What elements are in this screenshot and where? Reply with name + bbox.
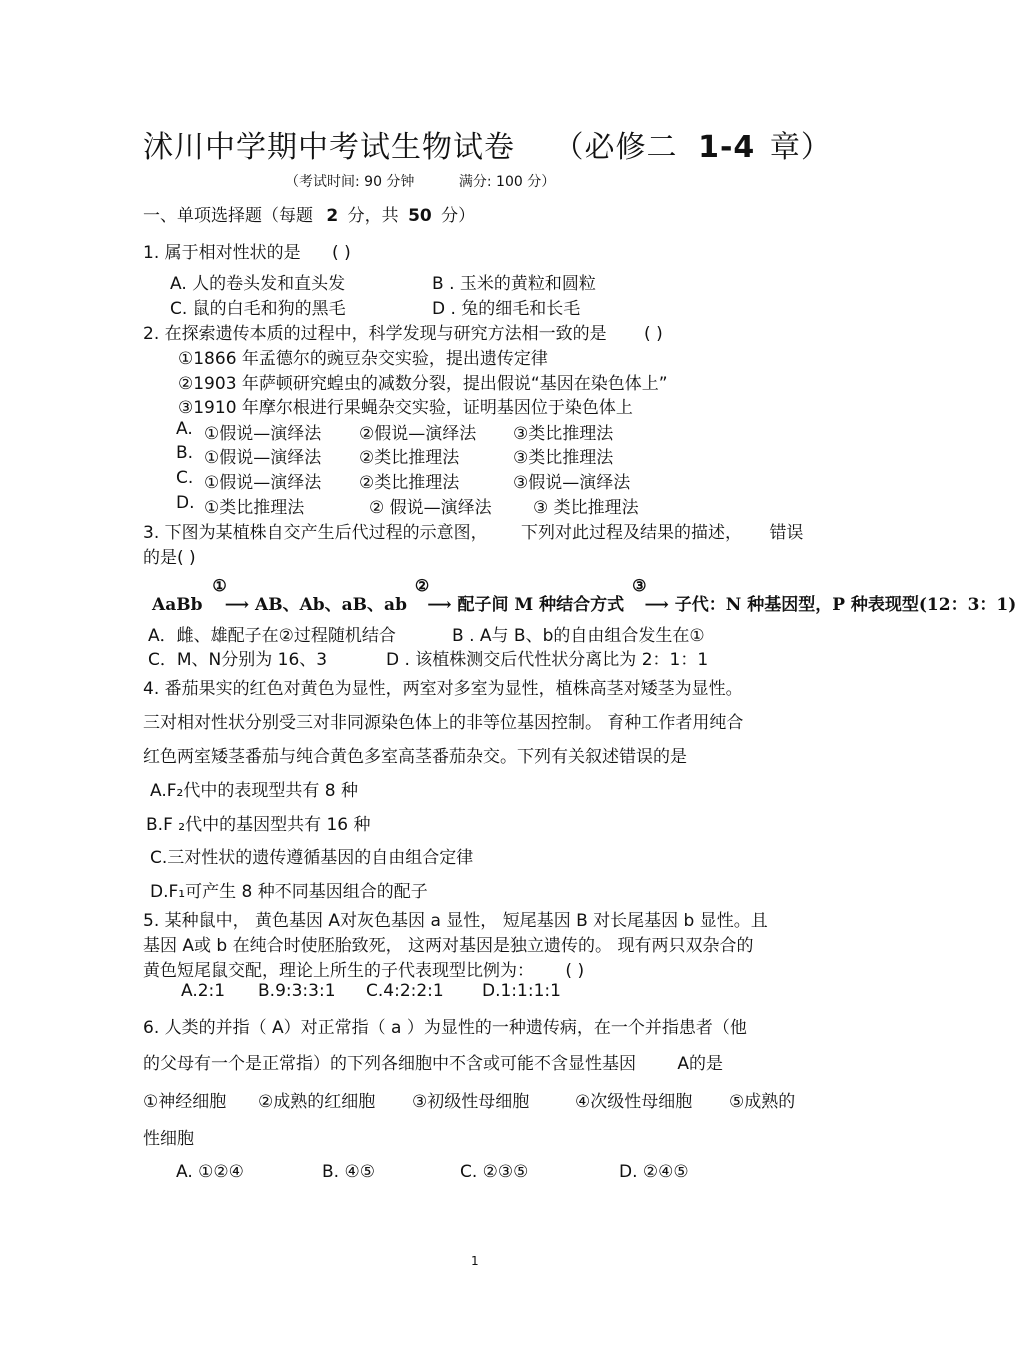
q2-c-label: C. bbox=[176, 468, 194, 488]
q5-line-2: 基因 A或 b 在纯合时使胚胎致死， 这两对基因是独立遗传的。 现有两只双杂合的 bbox=[143, 936, 754, 956]
q6-line-2-text: 的父母有一个是正常指）的下列各细胞中不含或可能不含显性基因 bbox=[143, 1054, 636, 1074]
q2-d-2: ② 假说—演绎法 bbox=[369, 498, 492, 518]
q4-line-3: 红色两室矮茎番茄与纯合黄色多室高茎番茄杂交。下列有关叙述错误的是 bbox=[143, 747, 687, 767]
q2-option-b bbox=[176, 443, 614, 468]
section-total: 50 bbox=[408, 206, 432, 226]
question-1-stem bbox=[143, 238, 351, 263]
q6-option-a: A. ①②④ bbox=[176, 1162, 244, 1182]
q2-a-2: ②假说—演绎法 bbox=[359, 424, 477, 444]
q2-a-3: ③类比推理法 bbox=[513, 424, 614, 444]
q4-option-d: D.F₁可产生 8 种不同基因组合的配子 bbox=[150, 882, 428, 902]
q3-stem-a: 3. 下图为某植株自交产生后代过程的示意图， bbox=[143, 523, 488, 543]
q1-option-a: A. 人的卷头发和直头发 bbox=[170, 274, 346, 294]
diagram-combinations: 配子间 M 种结合方式 bbox=[457, 595, 625, 615]
exam-time: （考试时间: 90 分钟 bbox=[285, 174, 415, 190]
q6-option-b: B. ④⑤ bbox=[322, 1162, 375, 1182]
title-range: 1-4 bbox=[698, 130, 756, 165]
q2-d-label: D. bbox=[176, 493, 195, 513]
q5-option-c: C.4:2:2:1 bbox=[366, 981, 444, 1001]
q3-option-b: B . A与 B、b的自由组合发生在① bbox=[452, 626, 705, 646]
q5-line-3-text: 黄色短尾鼠交配，理论上所生的子代表现型比例为： bbox=[143, 961, 534, 981]
q4-line-1: 4. 番茄果实的红色对黄色为显性，两室对多室为显性，植株高茎对矮茎为显性。 bbox=[143, 679, 743, 699]
q2-c-3: ③假说—演绎法 bbox=[513, 473, 631, 493]
q5-answer-blank: ( ) bbox=[565, 961, 585, 981]
q3-option-c: C．M、N分别为 16、3 bbox=[148, 650, 328, 670]
q5-line-3 bbox=[143, 956, 584, 981]
exam-info bbox=[285, 171, 555, 191]
question-2-stem bbox=[143, 319, 663, 344]
exam-score: 满分: 100 分） bbox=[458, 174, 556, 190]
q2-a-1: ①假说—演绎法 bbox=[204, 424, 322, 444]
q2-option-d bbox=[176, 493, 639, 518]
page-title bbox=[143, 122, 832, 166]
q4-option-c: C.三对性状的遗传遵循基因的自由组合定律 bbox=[150, 848, 474, 868]
q6-cell-list bbox=[143, 1087, 796, 1112]
q2-item-2: ②1903 年萨顿研究蝗虫的减数分裂，提出假说“基因在染色体上” bbox=[178, 374, 668, 394]
q2-item-3: ③1910 年摩尔根进行果蝇杂交实验，证明基因位于染色体上 bbox=[178, 398, 633, 418]
q6-line-4: 性细胞 bbox=[143, 1129, 194, 1149]
q6-line-1: 6. 人类的并指（ A）对正常指（ a ）为显性的一种遗传病，在一个并指患者（他 bbox=[143, 1018, 747, 1038]
q3-option-a: A．雌、雄配子在②过程随机结合 bbox=[148, 626, 396, 646]
q2-item-1: ①1866 年孟德尔的豌豆杂交实验，提出遗传定律 bbox=[178, 349, 548, 369]
q4-line-2: 三对相对性状分别受三对非同源染色体上的非等位基因控制。 育种工作者用纯合 bbox=[143, 713, 744, 733]
q4-option-a: A.F₂代中的表现型共有 8 种 bbox=[150, 781, 358, 801]
q3-stem-b: 下列对此过程及结果的描述， bbox=[521, 523, 743, 543]
q6-option-c: C. ②③⑤ bbox=[460, 1162, 529, 1182]
question-3-stem-line1 bbox=[143, 518, 803, 543]
q3-process-diagram bbox=[152, 576, 1016, 616]
q2-d-3: ③ 类比推理法 bbox=[533, 498, 639, 518]
q1-answer-blank: ( ) bbox=[332, 243, 351, 263]
q6-cell-5: ⑤成熟的 bbox=[729, 1092, 796, 1112]
q2-d-1: ①类比推理法 bbox=[204, 498, 305, 518]
step-3-marker: ③ bbox=[632, 576, 647, 595]
step-1-marker: ① bbox=[212, 576, 227, 595]
title-paren: （必修二 bbox=[553, 130, 678, 165]
title-end: 章） bbox=[769, 130, 832, 165]
q6-line-2 bbox=[143, 1049, 723, 1074]
q2-b-3: ③类比推理法 bbox=[513, 448, 614, 468]
arrow-step-3: ③⟶ bbox=[632, 576, 669, 615]
q2-b-label: B. bbox=[176, 443, 194, 463]
section-heading bbox=[143, 201, 475, 226]
title-main: 沭川中学期中考试生物试卷 bbox=[143, 130, 515, 165]
q6-cell-2: ②成熟的红细胞 bbox=[258, 1092, 376, 1112]
q6-cell-4: ④次级性母细胞 bbox=[575, 1092, 693, 1112]
q2-a-label: A. bbox=[176, 419, 193, 439]
q6-line-2-end: A的是 bbox=[677, 1054, 724, 1074]
q2-c-2: ②类比推理法 bbox=[359, 473, 460, 493]
diagram-gametes: AB、Ab、aB、ab bbox=[255, 595, 407, 615]
diagram-parent-genotype: AaBb bbox=[152, 595, 203, 615]
q2-answer-blank: ( ) bbox=[644, 324, 663, 344]
diagram-offspring: 子代：N 种基因型，P 种表现型(12：3：1) bbox=[674, 595, 1016, 615]
arrow-step-1: ①⟶ bbox=[212, 576, 250, 615]
q2-b-2: ②类比推理法 bbox=[359, 448, 460, 468]
arrow-step-2: ②⟶ bbox=[414, 576, 452, 615]
q1-option-d: D . 兔的细毛和长毛 bbox=[432, 299, 581, 319]
q1-option-b: B . 玉米的黄粒和圆粒 bbox=[432, 274, 596, 294]
q2-option-c bbox=[176, 468, 631, 493]
step-2-marker: ② bbox=[414, 576, 430, 595]
page-number: 1 bbox=[471, 1254, 479, 1268]
q5-line-1: 5. 某种鼠中， 黄色基因 A对灰色基因 a 显性， 短尾基因 B 对长尾基因 b 显性。且 bbox=[143, 911, 768, 931]
q2-c-1: ①假说—演绎法 bbox=[204, 473, 322, 493]
question-3-stem-line2: 的是( ) bbox=[143, 548, 196, 568]
section-text-c: 分，共 bbox=[347, 206, 399, 226]
q3-stem-c: 错误 bbox=[769, 523, 804, 543]
q1-stem-text: 1. 属于相对性状的是 bbox=[143, 243, 301, 263]
section-text-e: 分） bbox=[441, 206, 476, 226]
section-text-a: 一、单项选择题（每题 bbox=[143, 206, 313, 226]
q5-option-a: A.2:1 bbox=[181, 981, 226, 1001]
q1-option-c: C. 鼠的白毛和狗的黑毛 bbox=[170, 299, 346, 319]
q6-option-d: D. ②④⑤ bbox=[619, 1162, 689, 1182]
q2-option-a bbox=[176, 419, 614, 444]
q3-option-d: D . 该植株测交后代性状分离比为 2：1：1 bbox=[386, 650, 709, 670]
q2-b-1: ①假说—演绎法 bbox=[204, 448, 322, 468]
q6-cell-3: ③初级性母细胞 bbox=[412, 1092, 530, 1112]
q4-option-b: B.F ₂代中的基因型共有 16 种 bbox=[146, 815, 371, 835]
q5-option-d: D.1:1:1:1 bbox=[482, 981, 561, 1001]
q5-option-b: B.9:3:3:1 bbox=[258, 981, 336, 1001]
q2-stem-text: 2. 在探索遗传本质的过程中，科学发现与研究方法相一致的是 bbox=[143, 324, 607, 344]
q6-cell-1: ①神经细胞 bbox=[143, 1092, 227, 1112]
section-points: 2 bbox=[326, 206, 339, 226]
